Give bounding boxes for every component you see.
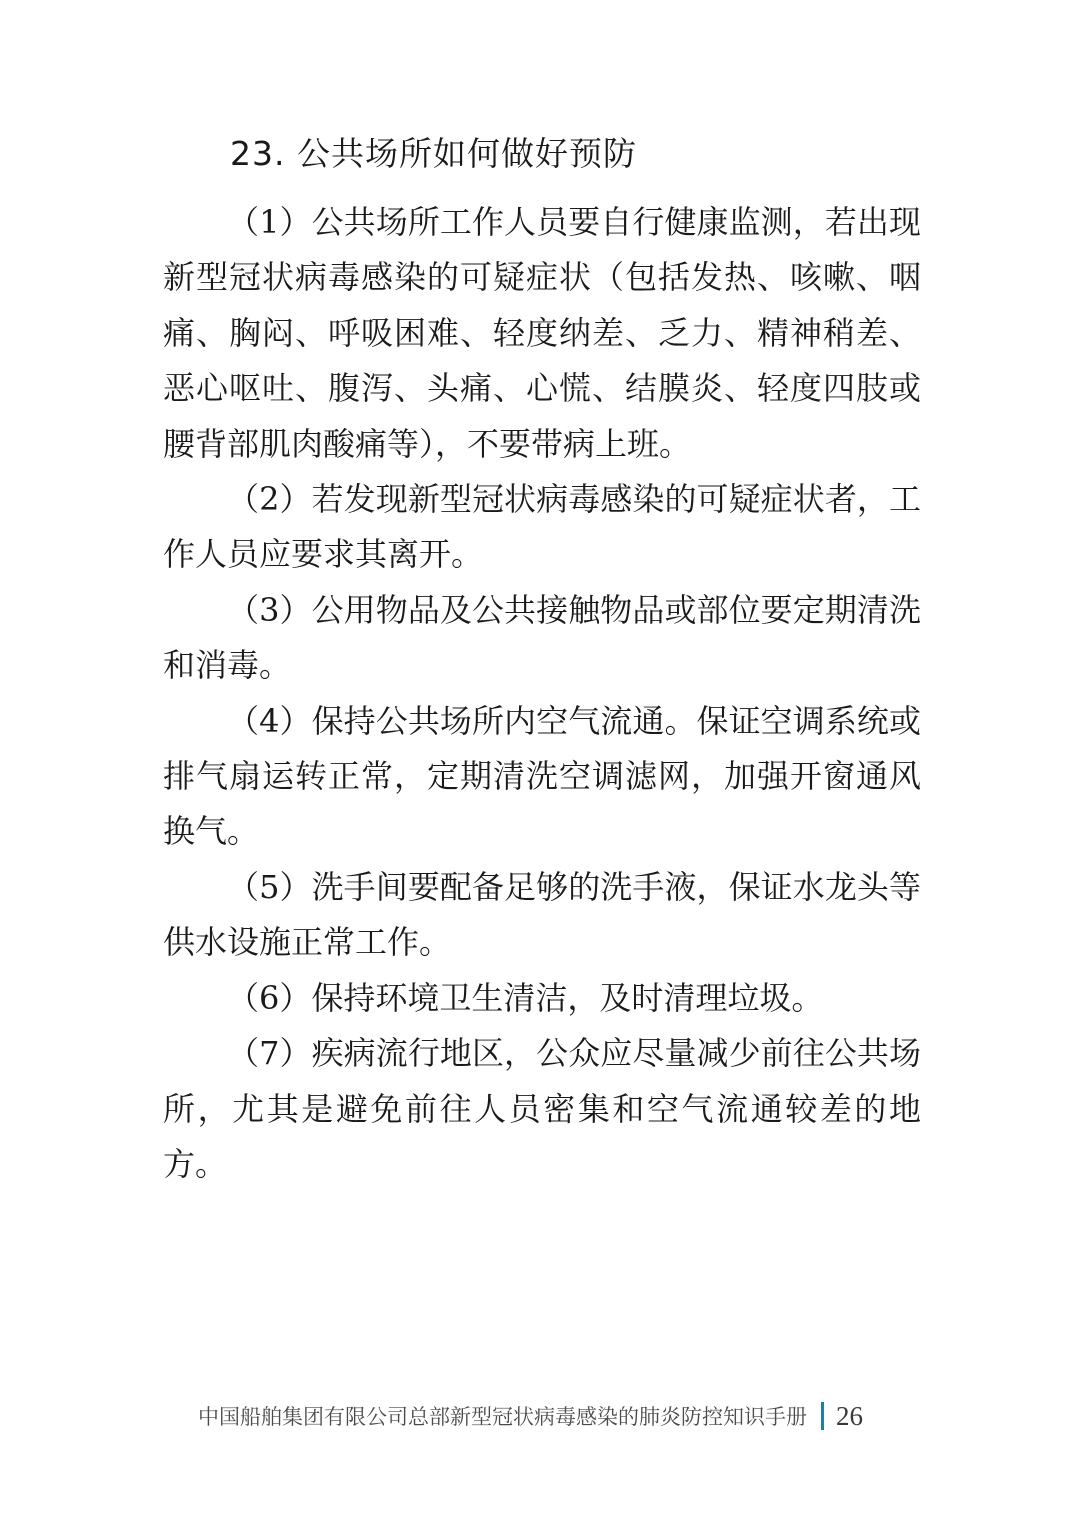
footer-divider (821, 1402, 824, 1430)
paragraph-5: （5）洗手间要配备足够的洗手液，保证水龙头等供水设施正常工作。 (163, 867, 921, 962)
page-number: 26 (836, 1400, 863, 1431)
section-body (163, 195, 921, 1192)
footer-title: 中国船舶集团有限公司总部新型冠状病毒感染的肺炎防控知识手册 (198, 1405, 807, 1429)
paragraph-7: （7）疾病流行地区，公众应尽量减少前往公共场所，尤其是避免前往人员密集和空气流通较差的地方。 (163, 1034, 921, 1183)
section-heading: 23. 公共场所如何做好预防 (230, 134, 637, 173)
page-footer (198, 1396, 863, 1436)
paragraph-4: （4）保持公共场所内空气流通。保证空调系统或排气扇运转正常，定期清洗空调滤网，加强开窗通风换气。 (163, 701, 921, 851)
paragraph-2: （2）若发现新型冠状病毒感染的可疑症状者，工作人员应要求其离开。 (163, 480, 921, 574)
paragraph-3: （3）公用物品及公共接触物品或部位要定期清洗和消毒。 (163, 590, 921, 685)
paragraph-6: （6）保持环境卫生清洁，及时清理垃圾。 (227, 978, 824, 1017)
paragraph-1: （1）公共场所工作人员要自行健康监测，若出现新型冠状病毒感染的可疑症状（包括发热、咳嗽、咽痛、胸闷、呼吸困难、轻度纳差、乏力、精神稍差、恶心呕吐、腹泻、头痛、心慌、结膜炎、轻度四肢或腰背部肌肉酸痛等），不要带病上班。 (163, 203, 921, 463)
